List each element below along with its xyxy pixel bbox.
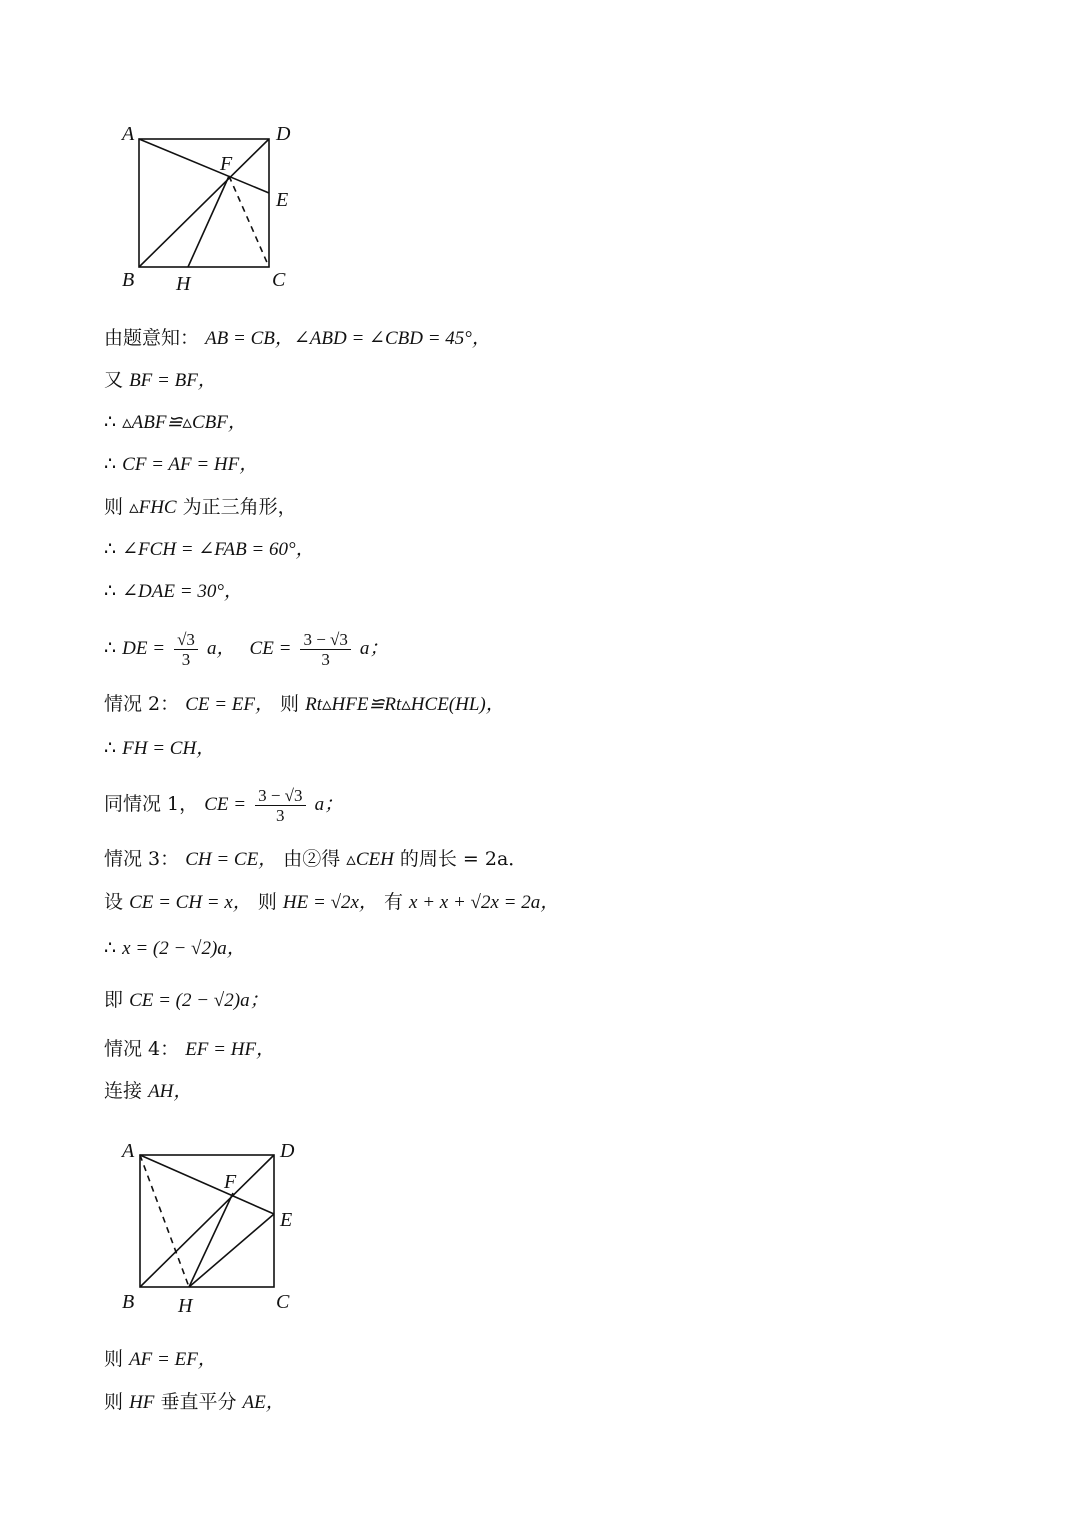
line-14: [104, 934, 246, 963]
segment-bd: [139, 139, 269, 267]
therefore-symbol: ∴: [104, 411, 117, 433]
numerator: 3 − √3: [255, 786, 305, 806]
label-c: C: [276, 1291, 290, 1313]
text: 情况 2：: [104, 693, 180, 715]
segment-bd: [140, 1155, 274, 1287]
math: AF = EF，: [129, 1349, 217, 1370]
math: a，: [206, 638, 236, 659]
line-15: [104, 986, 269, 1015]
math: ∠FCH = ∠FAB = 60°，: [122, 539, 315, 560]
line-3: [104, 408, 247, 437]
label-a: A: [122, 1140, 135, 1162]
line-11: [104, 780, 343, 829]
line-13: [104, 888, 559, 917]
label-c: C: [272, 269, 286, 291]
math: ▵FHC: [129, 497, 177, 518]
math: EF = HF，: [185, 1039, 276, 1060]
line-12: [104, 845, 527, 874]
text: 则: [104, 1391, 124, 1413]
label-b: B: [122, 269, 135, 291]
math: CE =: [204, 794, 247, 815]
math: a；: [314, 794, 344, 815]
math: ▵ABF≌▵CBF，: [122, 412, 247, 433]
label-h: H: [178, 1295, 193, 1317]
label-e: E: [280, 1209, 293, 1231]
denominator: 3: [276, 805, 285, 825]
math: CE = CH = x，: [129, 892, 252, 913]
line-19: [104, 1388, 285, 1417]
text: 垂直平分: [160, 1391, 237, 1413]
text: 即: [104, 989, 124, 1011]
line-17: [104, 1077, 192, 1106]
therefore-symbol: ∴: [104, 937, 117, 959]
fraction-ce: [255, 786, 305, 825]
text: 设: [104, 891, 124, 913]
line-10: [104, 734, 215, 763]
math: ∠DAE = 30°，: [122, 581, 243, 602]
text: 同情况 1，: [104, 793, 199, 815]
math: BF = BF，: [129, 370, 217, 391]
line-8: [104, 624, 388, 673]
label-d: D: [280, 1140, 295, 1162]
math: DE =: [122, 638, 166, 659]
line-18: [104, 1345, 217, 1374]
segment-hf: [188, 176, 229, 267]
therefore-symbol: ∴: [104, 580, 117, 602]
text: 由②得: [283, 848, 341, 870]
math: CF = AF = HF，: [122, 454, 259, 475]
math: x = (2 − √2)a，: [122, 938, 246, 959]
math: ▵CEH: [346, 849, 394, 870]
segment-ae: [140, 1155, 274, 1214]
numerator: 3 − √3: [300, 630, 350, 650]
figure-2-svg: [110, 1136, 310, 1318]
therefore-symbol: ∴: [104, 737, 117, 759]
math: FH = CH，: [122, 738, 216, 759]
label-b: B: [122, 1291, 135, 1313]
figure-2: [110, 1136, 310, 1318]
math: HE = √2x，: [282, 892, 378, 913]
therefore-symbol: ∴: [104, 538, 117, 560]
label-e: E: [276, 189, 289, 211]
text: 的周长 = 2a．: [399, 848, 528, 870]
label-f: F: [220, 153, 233, 175]
math: CE = (2 − √2)a；: [129, 990, 269, 1011]
math: HF: [129, 1392, 155, 1413]
fraction-ce: [300, 630, 350, 669]
line-9: [104, 690, 505, 719]
line-5: [104, 493, 297, 522]
line-1: [104, 324, 491, 353]
therefore-symbol: ∴: [104, 637, 117, 659]
math: AH，: [148, 1081, 193, 1102]
figure-1-svg: [110, 118, 310, 298]
figure-1: [110, 118, 310, 298]
math: AB = CB，∠ABD = ∠CBD = 45°，: [205, 328, 491, 349]
text: 连接: [104, 1080, 143, 1102]
text: 有: [383, 891, 403, 913]
text: 又: [104, 369, 124, 391]
text: 则: [257, 891, 277, 913]
text: 为正三角形，: [182, 496, 297, 518]
line-6: [104, 535, 315, 564]
math: x + x + √2x = 2a，: [409, 892, 560, 913]
text: 情况 4：: [104, 1038, 180, 1060]
segment-ae: [139, 139, 269, 193]
math: Rt▵HFE≌Rt▵HCE(HL)，: [305, 694, 505, 715]
text: 则: [280, 693, 300, 715]
therefore-symbol: ∴: [104, 453, 117, 475]
line-2: [104, 366, 217, 395]
math: AE，: [242, 1392, 285, 1413]
label-a: A: [122, 123, 135, 145]
math: CE = EF，: [185, 694, 274, 715]
text: 则: [104, 496, 124, 518]
math: a；: [359, 638, 389, 659]
line-16: [104, 1035, 275, 1064]
segment-ah-dashed: [140, 1155, 189, 1287]
line-7: [104, 577, 243, 606]
text: 则: [104, 1348, 124, 1370]
denominator: 3: [321, 649, 330, 669]
segment-hf: [189, 1193, 233, 1287]
segment-he: [189, 1214, 274, 1287]
label-d: D: [276, 123, 291, 145]
label-f: F: [224, 1171, 237, 1193]
line-4: [104, 450, 258, 479]
numerator: √3: [174, 630, 198, 650]
denominator: 3: [181, 649, 191, 669]
math: CH = CE，: [185, 849, 278, 870]
text: 情况 3：: [104, 848, 180, 870]
fraction-de: [174, 630, 198, 669]
label-h: H: [176, 273, 191, 295]
text: 由题意知：: [104, 327, 200, 349]
math: CE =: [249, 638, 292, 659]
